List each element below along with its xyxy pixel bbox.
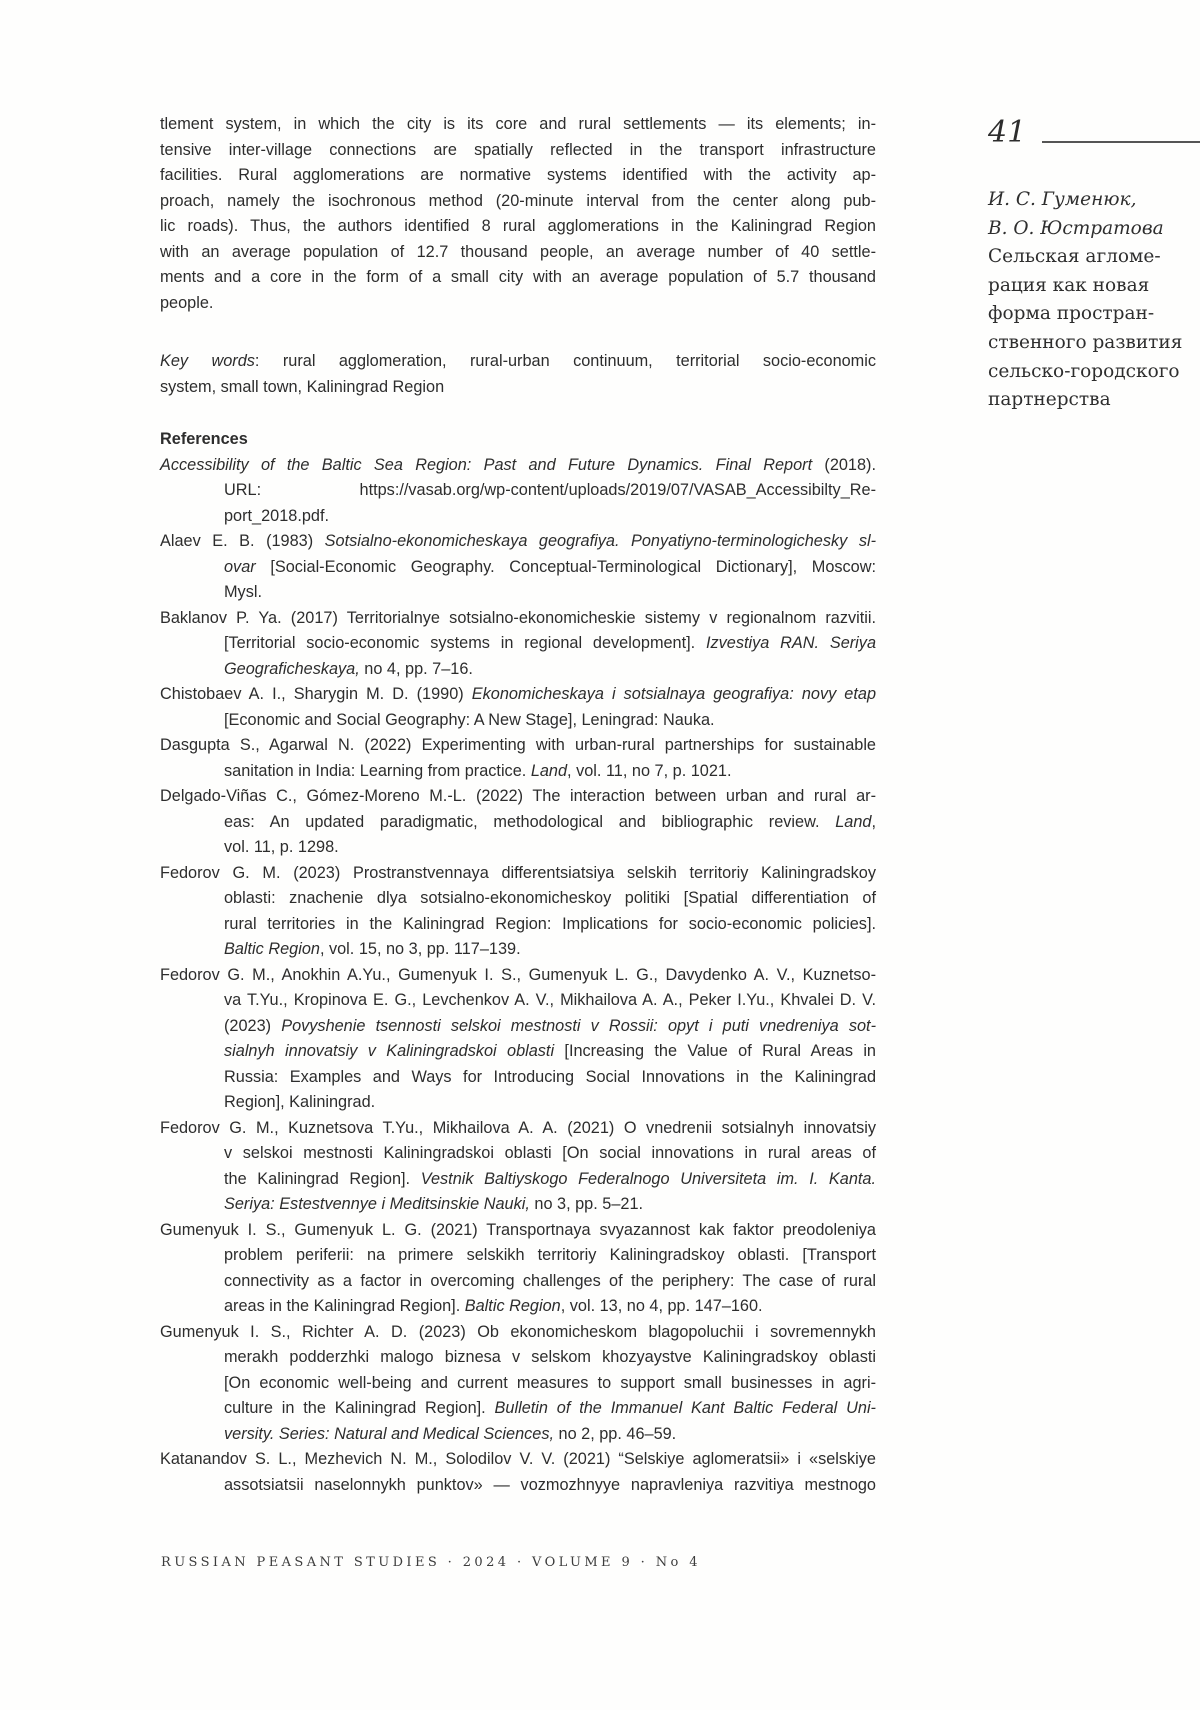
- text-line: proach, namely the isochronous method (20-minute interval from the center along pub-: [160, 191, 876, 210]
- sidebar-article-title-line: партнерства: [988, 389, 1111, 411]
- text-line: Alaev E. B. (1983) Sotsialno-ekonomicheskaya geografiya. Ponyatiyno-terminologichesky sl-: [160, 532, 876, 550]
- reference-entry: [160, 1116, 876, 1218]
- text-line: oblasti: znachenie dlya sotsialno-ekonomicheskoy politiki [Spatial differentiation of: [224, 889, 876, 907]
- text-line: Chistobaev A. I., Sharygin M. D. (1990) Ekonomicheskaya i sotsialnaya geografiya: novy etap: [160, 685, 876, 703]
- text-line: Mysl.: [224, 583, 262, 601]
- text-line: Fedorov G. M., Anokhin A.Yu., Gumenyuk I. S., Gumenyuk L. G., Davydenko A. V., Kuznetso-: [160, 965, 876, 984]
- header-rule: [1042, 141, 1200, 143]
- page-number: 41: [988, 115, 1027, 150]
- text-line: merakh podderzhki malogo biznesa v selskom khozyaystve Kaliningradskoy oblasti: [224, 1348, 876, 1366]
- text-line: system, small town, Kaliningrad Region: [160, 377, 445, 396]
- sidebar-article-title-line: сельско-городского: [988, 360, 1180, 382]
- sidebar-article-info: [988, 186, 1200, 415]
- text-line: tensive inter-village connections are spatially reflected in the transport infrastructure: [160, 140, 876, 159]
- text-line: va T.Yu., Kropinova E. G., Levchenkov A. V., Mikhailova A. A., Peker I.Yu., Khvalei D. V.: [224, 991, 876, 1009]
- sidebar-article-title-line: Сельская агломе-: [988, 246, 1161, 268]
- sidebar-article-title-line: ственного развития: [988, 331, 1183, 353]
- text-line: Fedorov G. M., Kuznetsova T.Yu., Mikhailova A. A. (2021) O vnedrenii sotsialnyh innovatsiy: [160, 1118, 876, 1137]
- text-line: with an average population of 12.7 thousand people, an average number of 40 settle-: [160, 242, 876, 261]
- text-line: URL: https://vasab.org/wp-content/uploads/2019/07/VASAB_Accessibilty_Re-: [224, 481, 876, 499]
- margin-sidebar: [988, 115, 1200, 415]
- text-line: Region], Kaliningrad.: [224, 1093, 376, 1111]
- text-line: [On economic well-being and current measures to support small businesses in agri-: [224, 1373, 876, 1392]
- text-line: Seriya: Estestvennye i Meditsinskie Nauki, no 3, pp. 5–21.: [224, 1195, 644, 1213]
- text-line: Katanandov S. L., Mezhevich N. M., Solodilov V. V. (2021) “Selskiye aglomeratsii» i «selskiye: [160, 1450, 876, 1468]
- text-line: Baklanov P. Ya. (2017) Territorialnye sotsialno-ekonomicheskie sistemy v regionalnom razvitii.: [160, 608, 876, 627]
- text-line: (2023) Povyshenie tsennosti selskoi mestnosti v Rossii: opyt i puti vnedreniya sot-: [224, 1016, 877, 1035]
- reference-entry: [160, 1447, 876, 1498]
- text-line: sialnyh innovatsiy v Kaliningradskoi oblasti [Increasing the Value of Rural Areas in: [224, 1042, 876, 1060]
- keywords-paragraph: [160, 349, 876, 400]
- text-line: ovar [Social-Economic Geography. Conceptual-Terminological Dictionary], Moscow:: [224, 557, 876, 576]
- text-line: Geograficheskaya, no 4, pp. 7–16.: [224, 659, 473, 678]
- page-number-row: [988, 115, 1200, 150]
- sidebar-article-title-line: рация как новая: [988, 274, 1150, 296]
- reference-entry: [160, 1218, 876, 1320]
- text-line: assotsiatsii naselonnykh punktov» — vozmozhnyye napravleniya razvitiya mestnogo: [224, 1475, 876, 1494]
- text-line: Fedorov G. M. (2023) Prostranstvennaya differentsiatsiya selskih territoriy Kaliningradskoy: [160, 863, 876, 882]
- sidebar-author: И. С. Гуменюк,: [988, 189, 1137, 210]
- text-line: areas in the Kaliningrad Region]. Baltic Region, vol. 13, no 4, pp. 147–160.: [224, 1297, 763, 1315]
- reference-entry: [160, 963, 876, 1116]
- text-line: [Economic and Social Geography: A New Stage], Leningrad: Nauka.: [224, 710, 715, 729]
- sidebar-author: В. О. Юстратова: [988, 217, 1164, 239]
- text-line: culture in the Kaliningrad Region]. Bulletin of the Immanuel Kant Baltic Federal Uni-: [224, 1399, 876, 1417]
- reference-entry: [160, 606, 876, 683]
- text-line: problem periferii: na primere selskikh territoriy Kaliningradskoy oblasti. [Transport: [224, 1246, 876, 1264]
- text-line: ments and a core in the form of a small city with an average population of 5.7 thousand: [160, 268, 876, 286]
- reference-entry: [160, 529, 876, 606]
- text-line: connectivity as a factor in overcoming challenges of the periphery: The case of rural: [224, 1271, 876, 1290]
- sidebar-article-title-line: форма простран-: [988, 303, 1155, 325]
- text-line: Gumenyuk I. S., Richter A. D. (2023) Ob ekonomicheskom blagopoluchii i sovremennykh: [160, 1322, 876, 1341]
- text-line: versity. Series: Natural and Medical Sciences, no 2, pp. 46–59.: [224, 1424, 677, 1443]
- running-footer: RUSSIAN PEASANT STUDIES · 2024 · VOLUME 9 · No 4: [161, 1555, 701, 1570]
- text-line: Accessibility of the Baltic Sea Region: Past and Future Dynamics. Final Report (2018).: [160, 455, 876, 474]
- text-line: tlement system, in which the city is its core and rural settlements — its elements; in-: [160, 115, 876, 133]
- text-line: lic roads). Thus, the authors identified 8 rural agglomerations in the Kaliningrad Region: [160, 217, 876, 235]
- text-line: Delgado-Viñas C., Gómez-Moreno M.-L. (2022) The interaction between urban and rural ar-: [160, 787, 876, 805]
- text-line: people.: [160, 293, 214, 312]
- text-line: eas: An updated paradigmatic, methodological and bibliographic review. Land,: [224, 812, 876, 831]
- text-line: v selskoi mestnosti Kaliningradskoi oblasti [On social innovations in rural areas of: [224, 1144, 876, 1162]
- references-heading: References: [160, 430, 248, 448]
- reference-entry: [160, 861, 876, 963]
- text-line: Key words: rural agglomeration, rural-urban continuum, territorial socio-economic: [160, 352, 876, 370]
- text-line: Gumenyuk I. S., Gumenyuk L. G. (2021) Transportnaya svyazannost kak faktor preodoleniya: [160, 1220, 876, 1239]
- text-line: vol. 11, p. 1298.: [224, 838, 339, 856]
- reference-entry: [160, 1320, 876, 1448]
- text-line: sanitation in India: Learning from practice. Land, vol. 11, no 7, p. 1021.: [224, 761, 732, 780]
- reference-entry: [160, 733, 876, 784]
- reference-entry: [160, 784, 876, 861]
- reference-entry: [160, 453, 876, 530]
- text-line: Baltic Region, vol. 15, no 3, pp. 117–139.: [224, 940, 521, 958]
- references-list: [160, 453, 876, 1499]
- text-line: [Territorial socio-economic systems in regional development]. Izvestiya RAN. Seriya: [224, 634, 876, 652]
- text-line: port_2018.pdf.: [224, 506, 330, 525]
- reference-entry: [160, 682, 876, 733]
- text-line: Dasgupta S., Agarwal N. (2022) Experimenting with urban-rural partnerships for sustainable: [160, 736, 876, 754]
- text-line: rural territories in the Kaliningrad Region: Implications for socio-economic policies].: [224, 914, 876, 933]
- text-line: the Kaliningrad Region]. Vestnik Baltiyskogo Federalnogo Universiteta im. I. Kanta.: [224, 1169, 876, 1188]
- text-line: Russia: Examples and Ways for Introducing Social Innovations in the Kaliningrad: [224, 1067, 876, 1086]
- article-body-column: [160, 112, 876, 1498]
- text-line: facilities. Rural agglomerations are normative systems identified with the activity ap-: [160, 166, 876, 184]
- abstract-paragraph: [160, 112, 876, 316]
